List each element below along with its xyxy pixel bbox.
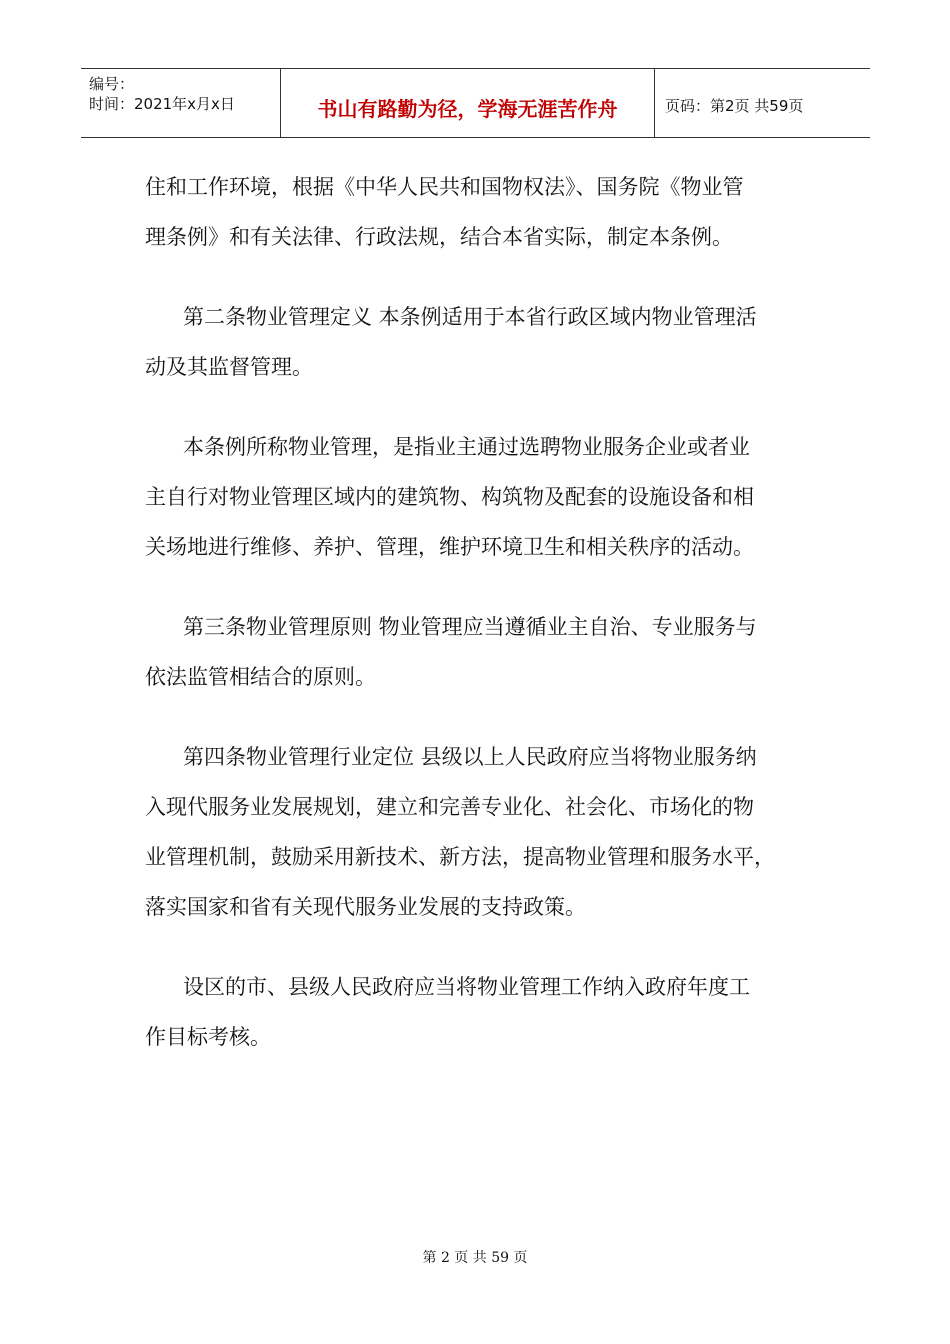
paragraph-3 (145, 422, 825, 572)
text-line: 主自行对物业管理区域内的建筑物、构筑物及配套的设施设备和相 (145, 485, 754, 509)
text-line: 理条例》和有关法律、行政法规，结合本省实际，制定本条例。 (145, 225, 733, 249)
text-line: 设区的市、县级人民政府应当将物业管理工作纳入政府年度工 (183, 975, 750, 999)
paragraph-1 (145, 162, 825, 262)
text-line: 动及其监督管理。 (145, 355, 313, 379)
text-line: 住和工作环境，根据《中华人民共和国物权法》、国务院《物业管 (145, 175, 744, 199)
page-footer (0, 1247, 950, 1267)
text-line: 本条例所称物业管理，是指业主通过选聘物业服务企业或者业 (183, 435, 750, 459)
page-header (81, 68, 870, 138)
text-line: 第二条物业管理定义 本条例适用于本省行政区域内物业管理活 (183, 305, 757, 329)
document-body (145, 162, 825, 1092)
header-page-info: 页码：第2页 共59页 (665, 97, 804, 115)
header-motto: 书山有路勤为径，学海无涯苦作舟 (317, 97, 618, 121)
footer-page-number: 第 2 页 共 59 页 (422, 1250, 528, 1266)
paragraph-6 (145, 962, 825, 1062)
header-right-cell (655, 69, 870, 137)
paragraph-4 (145, 602, 825, 702)
text-line: 第三条物业管理原则 物业管理应当遵循业主自治、专业服务与 (183, 615, 757, 639)
paragraph-2 (145, 292, 825, 392)
header-middle-cell (281, 69, 655, 137)
text-line: 第四条物业管理行业定位 县级以上人民政府应当将物业服务纳 (183, 745, 757, 769)
text-line: 落实国家和省有关现代服务业发展的支持政策。 (145, 895, 586, 919)
header-left-cell (81, 69, 281, 137)
document-number-label: 编号： (89, 75, 135, 93)
text-line: 关场地进行维修、养护、管理，维护环境卫生和相关秩序的活动。 (145, 535, 754, 559)
text-line: 业管理机制，鼓励采用新技术、新方法，提高物业管理和服务水平， (145, 845, 775, 869)
text-line: 依法监管相结合的原则。 (145, 665, 376, 689)
document-date-label: 时间：2021年x月x日 (89, 95, 235, 113)
paragraph-5 (145, 732, 825, 932)
text-line: 作目标考核。 (145, 1025, 271, 1049)
text-line: 入现代服务业发展规划，建立和完善专业化、社会化、市场化的物 (145, 795, 754, 819)
